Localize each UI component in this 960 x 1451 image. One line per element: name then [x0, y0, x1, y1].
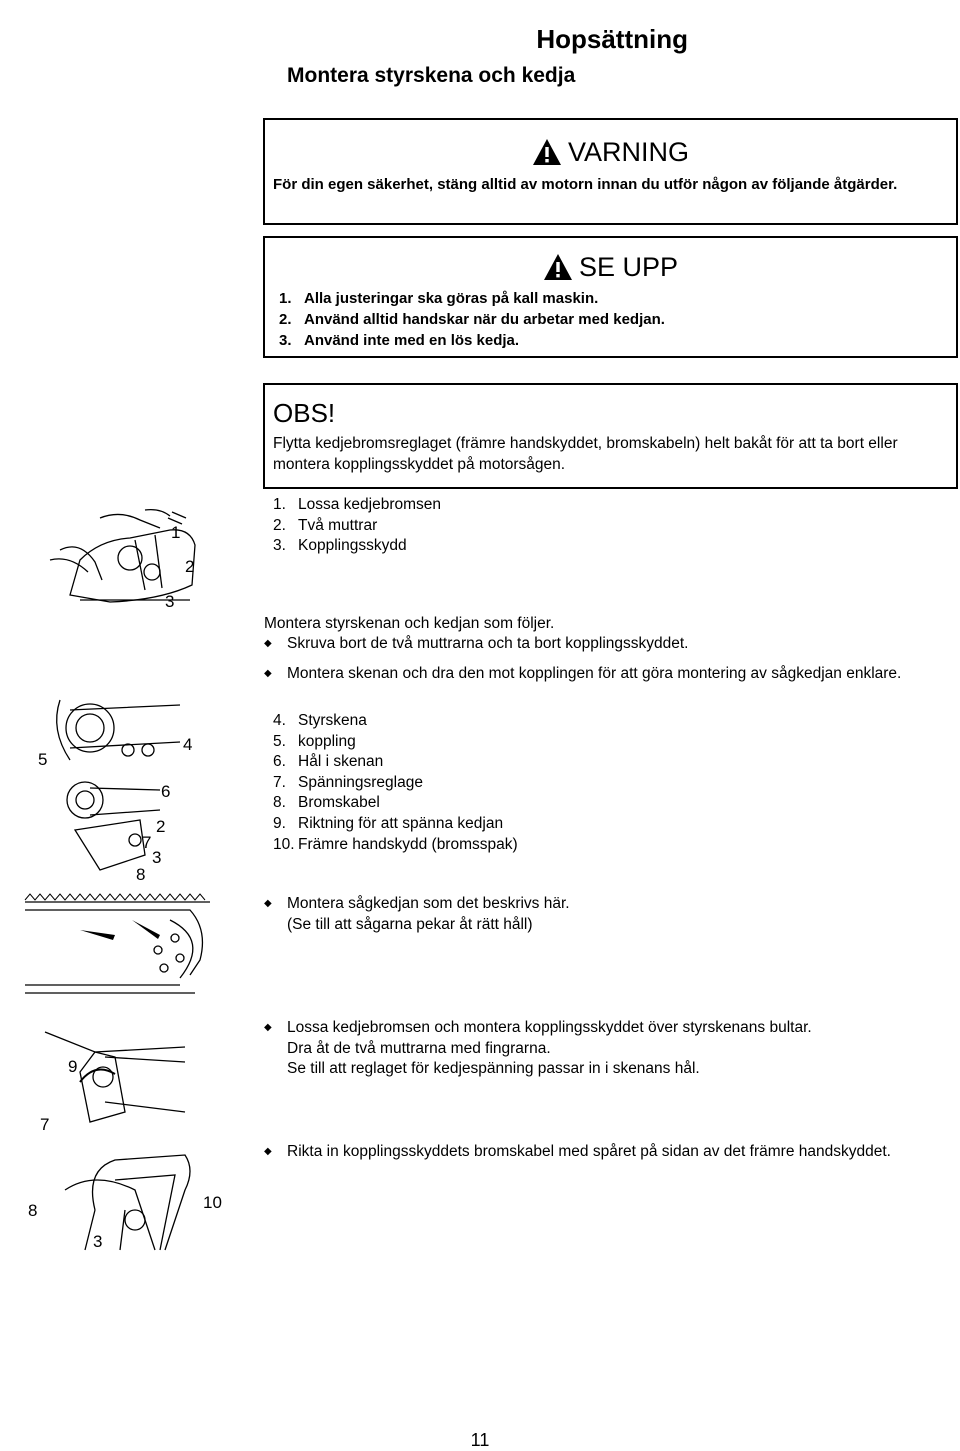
figure-bar-mounting — [30, 680, 210, 890]
intro-text: Montera styrskenan och kedjan som följer. — [264, 615, 555, 632]
bullet-remove-nuts: ◆ Skruva bort de två muttrarna och ta bort kopplingsskyddet. — [262, 634, 952, 655]
callout-2: 2 — [185, 557, 195, 576]
parts-list-1 — [273, 495, 441, 557]
warning-title: VARNING — [567, 136, 689, 167]
caution-title: SE UPP — [578, 251, 679, 282]
bullet-align-cable: ◆ Rikta in kopplingsskyddets bromskabel med spåret på sidan av det främre handskyddet. — [262, 1142, 956, 1163]
callout-3c: 3 — [93, 1232, 103, 1251]
bullet-icon: ◆ — [264, 668, 272, 679]
bullet-mount-cover: ◆ Lossa kedjebromsen och montera kopplingsskyddet över styrskenans bultar. Dra åt de två muttrarna med fingrarna. Se till att reglaget för kedjespänning passar in i skenans hål. — [262, 1018, 952, 1080]
list-item: 9. Riktning för att spänna kedjan — [273, 814, 504, 832]
list-item: 7. Spänningsreglage — [273, 773, 423, 791]
warning-text: För din egen säkerhet, stäng alltid av motorn innan du utför någon av följande åtgärder. — [273, 176, 898, 193]
list-item: 3. Använd inte med en lös kedja. — [279, 332, 520, 349]
section-title: Hopsättning — [536, 24, 688, 54]
list-item: 8. Bromskabel — [273, 794, 380, 812]
callout-3: 3 — [165, 592, 175, 611]
figure-clutch-cover — [40, 500, 245, 615]
callout-3b: 3 — [152, 848, 162, 867]
bullet-icon: ◆ — [264, 1146, 272, 1157]
callout-4: 4 — [183, 735, 193, 754]
callout-9: 9 — [68, 1057, 78, 1076]
list-item: 4. Styrskena — [273, 712, 367, 729]
list-item: 3. Kopplingsskydd — [273, 537, 407, 555]
caution-icon — [543, 253, 573, 281]
caution-header — [265, 250, 956, 284]
warning-header — [265, 135, 956, 169]
caution-list — [279, 288, 956, 351]
callout-6: 6 — [161, 782, 171, 801]
page-number: 11 — [470, 1430, 490, 1450]
callout-8: 8 — [136, 865, 146, 884]
list-item: 2. Två muttrar — [273, 516, 378, 534]
figure-chain-tension — [35, 1022, 195, 1137]
callout-5: 5 — [38, 750, 48, 769]
note-box — [263, 383, 958, 489]
list-item: 2. Använd alltid handskar när du arbetar med kedjan. — [279, 311, 665, 328]
figure-saw-chain — [20, 890, 220, 1010]
callout-1: 1 — [171, 523, 181, 542]
callout-7c: 7 — [40, 1115, 50, 1134]
list-item: 5. koppling — [273, 732, 356, 750]
callout-10: 10 — [203, 1193, 222, 1212]
list-item: 10. Främre handskydd (bromsspak) — [273, 835, 518, 853]
list-item: 6. Hål i skenan — [273, 753, 384, 771]
warning-box — [263, 118, 958, 225]
note-title: OBS! — [273, 398, 336, 428]
callout-7: 7 — [142, 833, 152, 852]
parts-list-2 — [273, 711, 518, 855]
callout-2b: 2 — [156, 817, 166, 836]
bullet-icon: ◆ — [264, 1022, 272, 1033]
warning-icon — [532, 138, 562, 166]
bullet-mount-bar: ◆ Montera skenan och dra den mot kopplingen för att göra montering av sågkedjan enklare. — [262, 664, 952, 685]
bullet-icon: ◆ — [264, 638, 272, 649]
list-item: 1. Alla justeringar ska göras på kall maskin. — [279, 290, 599, 307]
note-text: Flytta kedjebromsreglaget (främre handskyddet, bromskabeln) helt bakåt för att ta bort eller montera kopplingsskyddet på motorsågen. — [273, 435, 898, 473]
figure-hand-guard — [25, 1150, 225, 1260]
page-subtitle: Montera styrskena och kedja — [287, 64, 576, 87]
caution-box — [263, 236, 958, 358]
callout-8b: 8 — [28, 1201, 38, 1220]
bullet-mount-chain: ◆ Montera sågkedjan som det beskrivs här. (Se till att sågarna pekar åt rätt håll) — [262, 894, 952, 935]
list-item: 1. Lossa kedjebromsen — [273, 496, 442, 513]
bullet-icon: ◆ — [264, 898, 272, 909]
